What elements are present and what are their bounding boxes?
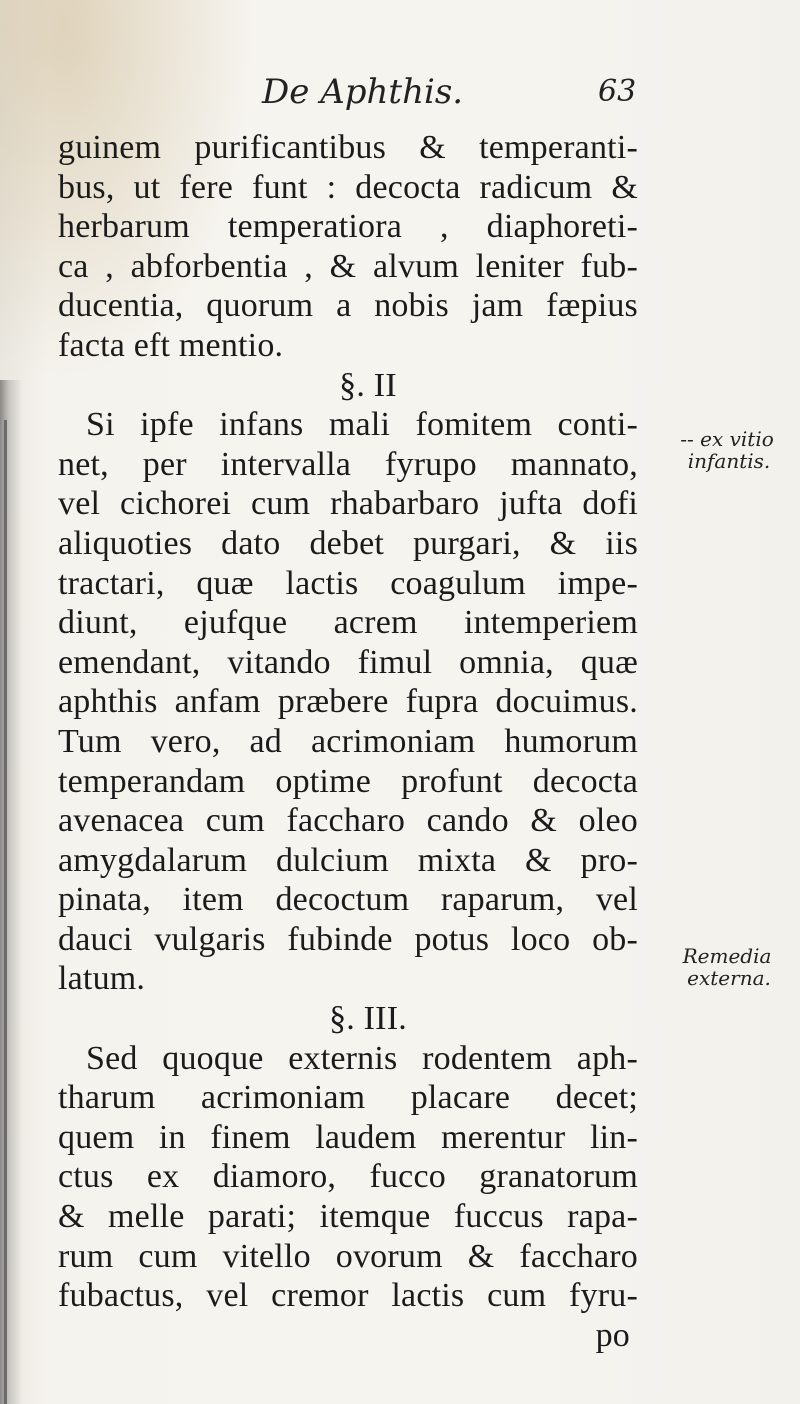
text-line: diunt, ejufque acrem intemperiem [58,604,638,642]
text-line: herbarum temperatiora , diaphoreti- [58,208,638,246]
text-line: net, per intervalla fyrupo mannato, [58,445,638,483]
text-line: avenacea cum faccharo cando & oleo [58,802,638,840]
text-line: facta eft mentio. [58,326,284,364]
text-line: rum cum vitello ovorum & faccharo [58,1237,638,1275]
margin-note-line: Remedia [682,944,772,968]
text-line: aphthis anfam præbere fupra docuimus. [58,683,638,721]
margin-note-line: externa. [687,966,771,990]
section-heading: §. III. [329,1000,407,1038]
text-line: dauci vulgaris fubinde potus loco ob- [58,920,638,958]
text-line: aliquoties dato debet purgari, & iis [58,524,638,562]
text-line: bus, ut fere funt : decocta radicum & [58,168,638,206]
binding-gutter-edge [4,420,7,1404]
text-line: emendant, vitando fimul omnia, quæ [58,643,638,681]
text-line: guinem purificantibus & temperanti- [58,129,638,166]
page-number: 63 [598,74,637,109]
text-line: ctus ex diamoro, fucco granatorum [58,1158,638,1196]
catchword: po [595,1316,630,1354]
margin-note-line: -- ex vitio [680,427,774,451]
text-line: ca , abforbentia , & alvum leniter fub- [58,247,638,285]
text-line: Si ipfe infans mali fomitem conti- [86,406,638,444]
text-line: pinata, item decoctum raparum, vel [58,881,638,919]
text-line: tractari, quæ lactis coagulum impe- [58,564,638,602]
text-line: & melle parati; itemque fuccus rapa- [58,1198,638,1236]
text-line: tharum acrimoniam placare decet; [58,1079,638,1117]
text-line: Sed quoque externis rodentem aph- [86,1039,638,1077]
text-line: latum. [58,960,146,998]
text-line: ducentia, quorum a nobis jam fæpius [58,287,638,325]
text-line: Tum vero, ad acrimoniam humorum [58,722,638,760]
text-line: amygdalarum dulcium mixta & pro- [58,841,638,879]
margin-note-line: infantis. [687,449,771,473]
text-line: temperandam optime profunt decocta [58,762,638,800]
margin-note-remedia-externa [664,945,790,989]
section-heading: §. II [339,366,397,404]
running-head [0,72,800,112]
margin-note-ex-vitio-infantis [664,428,790,472]
running-title: De Aphthis. [262,72,464,112]
text-line: fubactus, vel cremor lactis cum fyru- [58,1277,638,1315]
text-line: quem in finem laudem merentur lin- [58,1118,638,1156]
text-line: vel cichorei cum rhabarbaro jufta dofi [58,485,638,523]
main-text [58,128,638,1355]
